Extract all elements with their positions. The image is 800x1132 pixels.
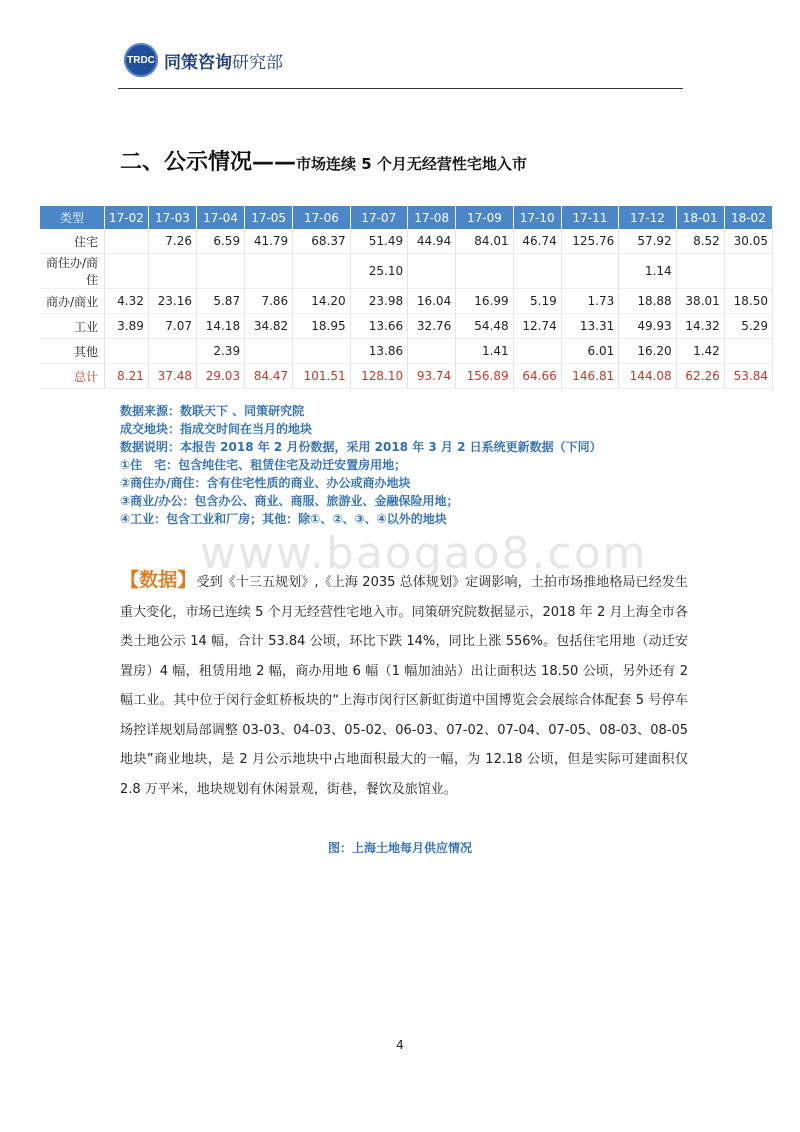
note-line: ②商住办/商住：含有住宅性质的商业、办公或商办地块 [120,476,411,490]
table-cell: 12.74 [513,314,561,339]
table-cell: 125.76 [561,229,618,254]
column-header-month: 17-12 [619,206,676,229]
table-cell: 16.20 [619,339,676,364]
column-header-month: 17-07 [350,206,407,229]
table-cell: 57.92 [619,229,676,254]
table-cell: 37.48 [148,364,196,389]
column-header-month: 17-05 [245,206,293,229]
note-line: ①住 宅：包含纯住宅、租赁住宅及动迁安置房用地； [120,458,407,472]
table-cell [105,339,149,364]
table-cell: 14.18 [196,314,244,339]
section-subtitle: 市场连续 5 个月无经营性宅地入市 [296,155,527,173]
column-header-month: 17-03 [148,206,196,229]
table-cell [245,339,293,364]
body-text: 受到《十三五规划》,《上海 2035 总体规划》定调影响，土拍市场推地格局已经发生重大变化，市场已连续 5 个月无经营性宅地入市。同策研究院数据显示，2018 年 2 月上海全市各类土地公示 14 幅，合计 53.84 公顷，环比下跌 14%，同比上涨 556%。包括住宅用地（动迁安置房）4 幅，租赁用地 2 幅，商办用地 6 幅（1 幅加油站）出让面积达 18.50 公顷，另外还有 2 幅工业。其中位于闵行金虹桥板块的“上海市闵行区新虹街道中国博览会会展综合体配套 5 号停车场控详规划局部调整 03-03、04-03、05-02、06-03、07-02、07-04、07-05、08-03、08-05 地块”商业地块，是 2 月公示地块中占地面积最大的一幅，为 12.18 公顷，但是实际可建面积仅 2.8 万平米，地块规划有休闲景观，街巷，餐饮及旅馆业。 [120,575,688,797]
table-cell: 13.86 [350,339,407,364]
header-logo [124,40,283,80]
logo-text [164,48,283,73]
table-cell: 14.20 [293,289,350,314]
column-header-month: 17-08 [408,206,456,229]
row-type-label: 商住办/商住 [40,254,105,289]
column-header-month: 18-02 [724,206,772,229]
table-cell: 34.82 [245,314,293,339]
table-row [40,364,773,389]
note-line: 数据来源：数联天下 、同策研究院 [120,404,305,418]
table-cell: 18.50 [724,289,772,314]
table-cell: 3.89 [105,314,149,339]
table-cell: 13.66 [350,314,407,339]
body-paragraph [120,566,688,804]
table-cell: 101.51 [293,364,350,389]
table-row [40,289,773,314]
table-cell [408,339,456,364]
table-row [40,339,773,364]
header-divider [118,88,683,89]
table-cell: 30.05 [724,229,772,254]
table-cell: 4.32 [105,289,149,314]
note-line: ④工业：包含工业和厂房；其他：除①、②、③、④以外的地块 [120,512,447,526]
table-cell: 18.88 [619,289,676,314]
table-cell [245,254,293,289]
table-cell: 146.81 [561,364,618,389]
table-cell: 93.74 [408,364,456,389]
row-type-label: 其他 [40,339,105,364]
table-cell [724,339,772,364]
table-cell: 18.95 [293,314,350,339]
table-row [40,229,773,254]
table-cell: 32.76 [408,314,456,339]
table-cell: 29.03 [196,364,244,389]
table-cell: 68.37 [293,229,350,254]
table-cell: 144.08 [619,364,676,389]
table-cell [105,229,149,254]
table-cell [513,339,561,364]
section-title [120,145,527,176]
table-cell [724,254,772,289]
table-cell: 5.29 [724,314,772,339]
row-type-label: 总计 [40,364,105,389]
table-cell: 1.42 [676,339,724,364]
table-cell: 54.48 [456,314,513,339]
table-header-row [40,206,773,229]
table-cell: 13.31 [561,314,618,339]
table-cell [293,339,350,364]
table-cell: 1.41 [456,339,513,364]
column-header-month: 17-04 [196,206,244,229]
note-line: 数据说明：本报告 2018 年 2 月份数据，采用 2018 年 3 月 2 日系统更新数据（下同） [120,440,602,454]
table-cell: 44.94 [408,229,456,254]
column-header-month: 17-11 [561,206,618,229]
table-cell [676,254,724,289]
row-type-label: 工业 [40,314,105,339]
column-header-month: 17-06 [293,206,350,229]
table-cell [148,339,196,364]
table-row [40,314,773,339]
table-cell: 1.73 [561,289,618,314]
table-cell: 5.87 [196,289,244,314]
column-header-month: 18-01 [676,206,724,229]
table-cell: 128.10 [350,364,407,389]
table-cell: 64.66 [513,364,561,389]
table-cell [105,254,149,289]
column-header-month: 17-02 [105,206,149,229]
table-cell [513,254,561,289]
section-title-main: 二、公示情况—— [120,150,297,175]
land-supply-table [40,206,773,389]
column-header-month: 17-09 [456,206,513,229]
table-cell: 156.89 [456,364,513,389]
table-cell [456,254,513,289]
table-cell [293,254,350,289]
table-cell: 1.14 [619,254,676,289]
table-cell [148,254,196,289]
table-body [40,229,773,389]
table-cell: 8.21 [105,364,149,389]
data-notes [120,402,602,528]
figure-caption: 图：上海土地每月供应情况 [327,841,472,855]
table-cell [408,254,456,289]
table-cell: 2.39 [196,339,244,364]
table-cell: 23.98 [350,289,407,314]
row-type-label: 住宅 [40,229,105,254]
table-cell: 41.79 [245,229,293,254]
table-cell: 62.26 [676,364,724,389]
table-cell: 6.01 [561,339,618,364]
table-cell: 6.59 [196,229,244,254]
note-line: 成交地块：指成交时间在当月的地块 [120,422,313,436]
logo-emblem: TRDC [124,43,158,77]
row-type-label: 商办/商业 [40,289,105,314]
table-cell: 53.84 [724,364,772,389]
table-cell: 14.32 [676,314,724,339]
table-cell [196,254,244,289]
note-line: ③商业/办公：包含办公、商业、商服、旅游业、金融保险用地； [120,494,459,508]
table-cell: 38.01 [676,289,724,314]
table-cell: 25.10 [350,254,407,289]
table-cell: 51.49 [350,229,407,254]
table-cell [561,254,618,289]
table-cell: 5.19 [513,289,561,314]
page-number: 4 [396,1038,404,1052]
watermark: www.baogao8.com [200,528,648,579]
table-cell: 46.74 [513,229,561,254]
org-name: 同策咨询 [164,52,232,73]
table-cell: 7.86 [245,289,293,314]
table-cell: 16.04 [408,289,456,314]
column-header-month: 17-10 [513,206,561,229]
table-row [40,254,773,289]
table-cell: 49.93 [619,314,676,339]
column-header-type: 类型 [40,206,105,229]
table-cell: 84.47 [245,364,293,389]
table-cell: 8.52 [676,229,724,254]
data-tag: 【数据】 [120,569,197,591]
table-cell: 7.07 [148,314,196,339]
dept-name: 研究部 [232,52,283,73]
table-cell: 23.16 [148,289,196,314]
table-cell: 84.01 [456,229,513,254]
table-cell: 7.26 [148,229,196,254]
table-cell: 16.99 [456,289,513,314]
